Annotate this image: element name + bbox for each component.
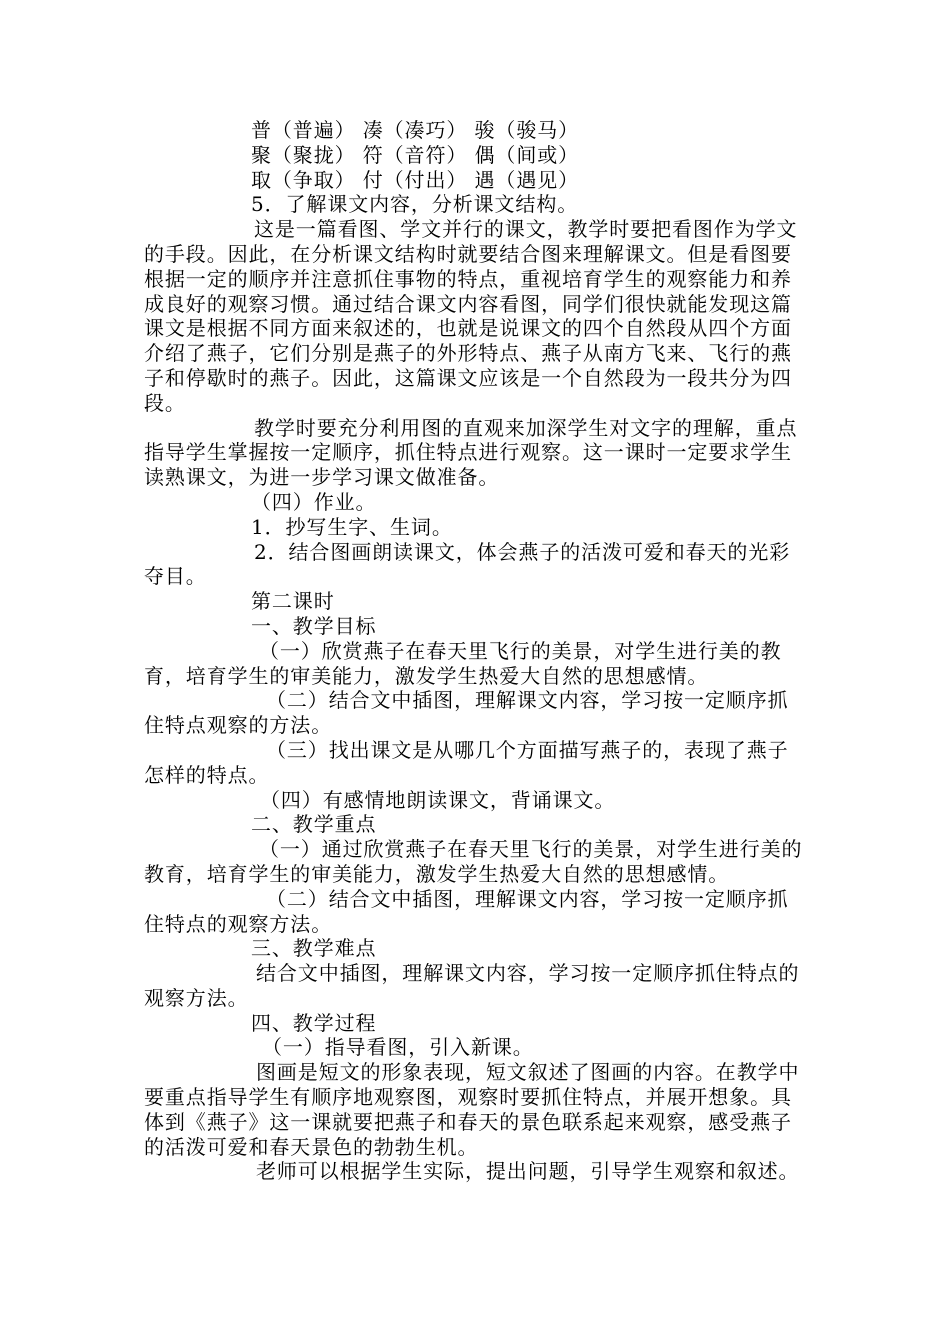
goal-item-3: （三）找出课文是从哪几个方面描写燕子的，表现了燕子怎样的特点。 — [144, 737, 789, 787]
lesson-2-title: 第二课时 — [251, 589, 335, 614]
section-heading-process: 四、教学过程 — [251, 1010, 377, 1035]
vocab-line-1: 普（普遍） 凑（凑巧） 骏（骏马） — [251, 118, 580, 142]
section-heading-key-points: 二、教学重点 — [251, 812, 377, 837]
difficulty-item: 结合文中插图，理解课文内容，学习按一定顺序抓住特点的观察方法。 — [144, 961, 800, 1010]
goal-item-1: （一）欣赏燕子在春天里飞行的美景，对学生进行美的教育，培育学生的审美能力，激发学生热爱大自然的思想感情。 — [144, 638, 782, 688]
key-point-1: （一）通过欣赏燕子在春天里飞行的美景，对学生进行美的教育，培育学生的审美能力，激发学生热爱大自然的思想感情。 — [144, 837, 803, 886]
homework-item-2: 2．结合图画朗读课文，体会燕子的活泼可爱和春天的光彩夺目。 — [144, 539, 791, 589]
homework-item-1: 1．抄写生字、生词。 — [251, 514, 453, 539]
section-heading-difficulties: 三、教学难点 — [251, 936, 377, 961]
section-heading-goals: 一、教学目标 — [251, 613, 377, 638]
goal-item-2: （二）结合文中插图，理解课文内容，学习按一定顺序抓住特点观察的方法。 — [144, 688, 789, 738]
paragraph-teaching-note: 教学时要充分利用图的直观来加深学生对文字的理解，重点指导学生掌握按一定顺序，抓住特点进行观察。这一课时一定要求学生读熟课文，为进一步学习课文做准备。 — [144, 415, 798, 490]
step-5-heading: 5．了解课文内容，分析课文结构。 — [251, 192, 579, 217]
key-point-2: （二）结合文中插图，理解课文内容，学习按一定顺序抓住特点的观察方法。 — [144, 886, 789, 936]
vocab-line-3: 取（争取） 付（付出） 遇（遇见） — [251, 167, 580, 192]
paragraph-teacher-questions: 老师可以根据学生实际，提出问题，引导学生观察和叙述。 — [256, 1159, 800, 1184]
goal-item-4: （四）有感情地朗读课文，背诵课文。 — [260, 787, 616, 812]
document-body — [144, 118, 808, 1184]
vocab-line-2: 聚（聚拢） 符（音符） 偶（间或） — [251, 142, 580, 167]
paragraph-picture-guidance: 图画是短文的形象表现，短文叙述了图画的内容。在教学中要重点指导学生有顺序地观察图，观察时要抓住特点，并展开想象。具体到《燕子》这一课就要把燕子和春天的景色联系起来观察，感受燕子的活泼可爱和春天景色的勃勃生机。 — [144, 1060, 800, 1159]
paragraph-structure-analysis: 这是一篇看图、学文并行的课文，教学时要把看图作为学文的手段。因此，在分析课文结构时就要结合图来理解课文。但是看图要根据一定的顺序并注意抓住事物的特点，重视培育学生的观察能力和养成良好的观察习惯。通过结合课文内容看图，同学们很快就能发现这篇课文是根据不同方面来叙述的，也就是说课文的四个自然段从四个方面介绍了燕子，它们分别是燕子的外形特点、燕子从南方飞来、飞行的燕子和停歇时的燕子。因此，这篇课文应该是一个自然段为一段共分为四段。 — [144, 217, 798, 415]
process-step-1: （一）指导看图，引入新课。 — [262, 1035, 534, 1060]
homework-heading: （四）作业。 — [251, 489, 377, 514]
